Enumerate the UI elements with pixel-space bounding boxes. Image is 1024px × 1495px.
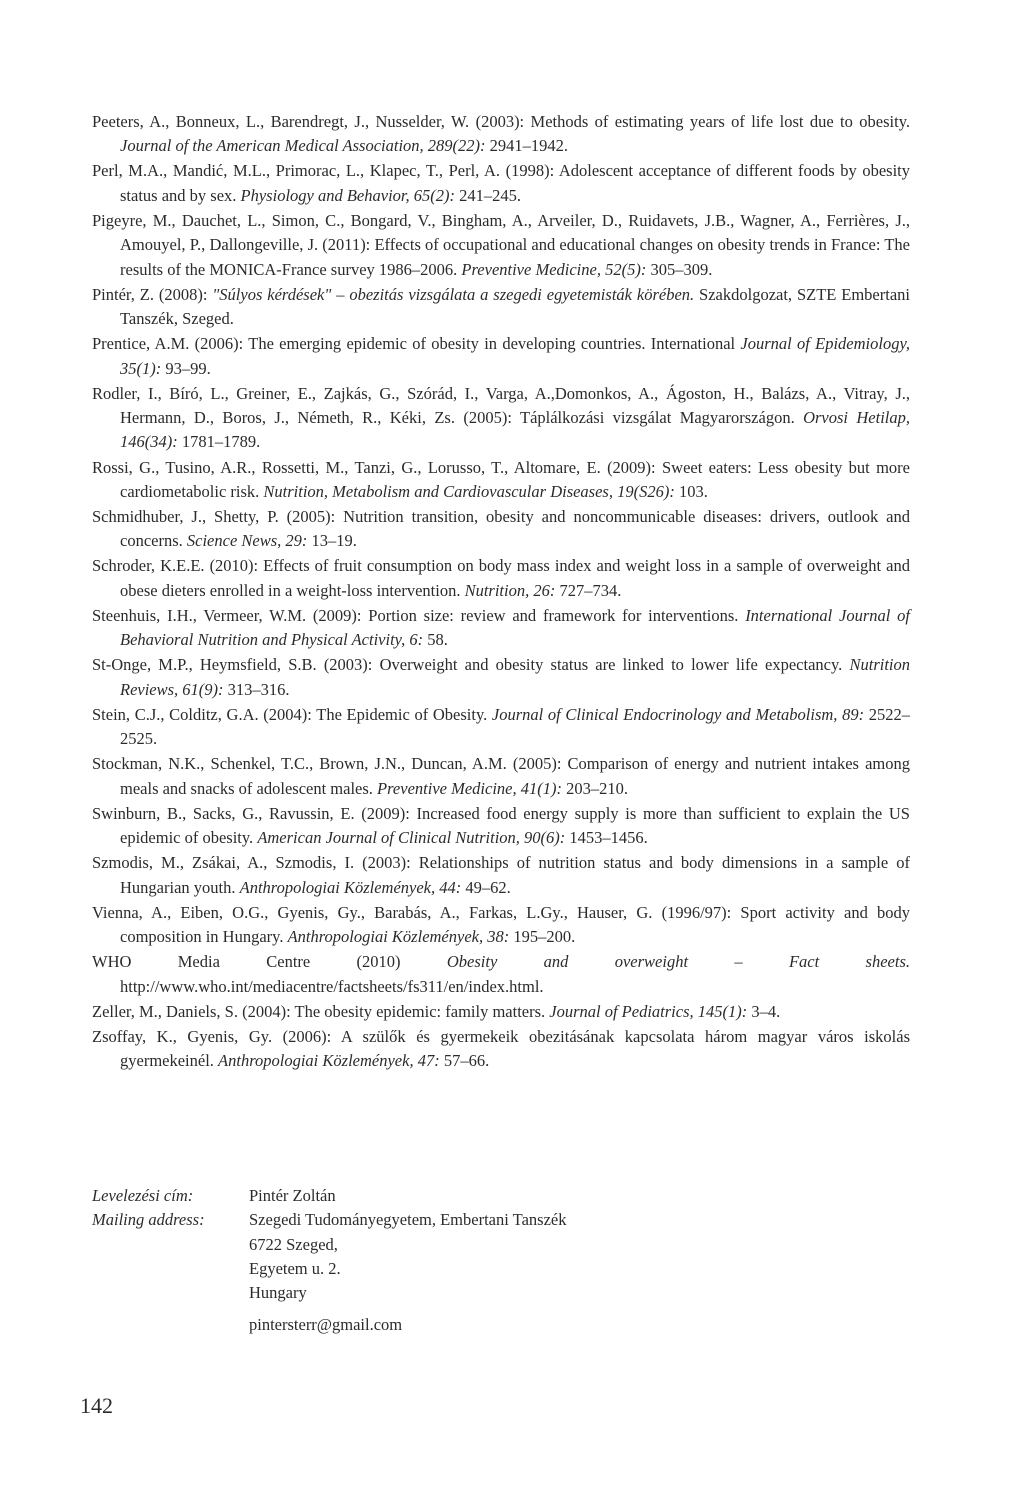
- reference-entry: St-Onge, M.P., Heymsfield, S.B. (2003): Overweight and obesity status are linked to lower life expectancy. Nutrition Reviews, 61(9): 313–316.: [92, 655, 910, 699]
- reference-entry: Perl, M.A., Mandić, M.L., Primorac, L., Klapec, T., Perl, A. (1998): Adolescent acceptance of different foods by obesity status and by sex. Physiology and Behavior, 65(2): 241–245.: [92, 161, 910, 205]
- reference-entry: Swinburn, B., Sacks, G., Ravussin, E. (2009): Increased food energy supply is more than sufficient to explain the US epidemic of obesity. American Journal of Clinical Nutrition, 90(6): 1453–1456.: [92, 803, 910, 848]
- reference-entry: Peeters, A., Bonneux, L., Barendregt, J., Nusselder, W. (2003): Methods of estimating years of life lost due to obesity. Journal of the American Medical Association, 289(22): 2941–1942.: [92, 112, 910, 156]
- address-line: 6722 Szeged,: [249, 1234, 338, 1254]
- reference-entry: Pigeyre, M., Dauchet, L., Simon, C., Bongard, V., Bingham, A., Arveiler, D., Ruidavets, J.B., Wagner, A., Ferrières, J., Amouyel, P., Dallongeville, J. (2011): Effects of occupational and educational changes on obesity trends in France: The results of the MONICA-France survey 1986–2006. Preventive Medicine, 52(5): 305–309.: [92, 210, 910, 279]
- reference-entry: WHO Media Centre (2010) Obesity and overweight – Fact sheets. http://www.who.int/mediacentre/factsheets/fs311/en/index.html.: [92, 952, 910, 996]
- reference-entry: Stockman, N.K., Schenkel, T.C., Brown, J.N., Duncan, A.M. (2005): Comparison of energy and nutrient intakes among meals and snacks of adolescent males. Preventive Medicine, 41(1): 203–210.: [92, 754, 910, 798]
- reference-entry: Rossi, G., Tusino, A.R., Rossetti, M., Tanzi, G., Lorusso, T., Altomare, E. (2009): Sweet eaters: Less obesity but more cardiometabolic risk. Nutrition, Metabolism and Cardiovascular Diseases, 19(S26): 103.: [92, 457, 910, 501]
- reference-entry: Schroder, K.E.E. (2010): Effects of fruit consumption on body mass index and weight loss in a sample of overweight and obese dieters enrolled in a weight-loss intervention. Nutrition, 26: 727–734.: [92, 556, 910, 600]
- mailing-label-hu: Levelezési cím:: [92, 1186, 194, 1205]
- reference-list: [92, 110, 910, 1075]
- reference-entry: Rodler, I., Bíró, L., Greiner, E., Zajkás, G., Szórád, I., Varga, A.,Domonkos, A., Ágoston, H., Balázs, A., Vitray, J., Hermann, D., Boros, J., Németh, R., Kéki, Zs. (2005): Táplálkozási vizsgálat Magyarországon. Orvosi Hetilap, 146(34): 1781–1789.: [92, 383, 910, 452]
- reference-entry: Pintér, Z. (2008): "Súlyos kérdések" – obezitás vizsgálata a szegedi egyetemisták körében. Szakdolgozat, SZTE Embertani Tanszék, Szeged.: [92, 284, 910, 329]
- reference-entry: Prentice, A.M. (2006): The emerging epidemic of obesity in developing countries. International Journal of Epidemiology, 35(1): 93–99.: [92, 334, 910, 378]
- reference-entry: Zsoffay, K., Gyenis, Gy. (2006): A szülők és gyermekeik obezitásának kapcsolata három magyar város iskolás gyermekeinél. Anthropologiai Közlemények, 47: 57–66.: [92, 1027, 910, 1071]
- address-line: Hungary: [249, 1283, 307, 1303]
- reference-entry: Zeller, M., Daniels, S. (2004): The obesity epidemic: family matters. Journal of Pediatrics, 145(1): 3–4.: [92, 1001, 781, 1021]
- address-line: Egyetem u. 2.: [249, 1258, 341, 1278]
- reference-entry: Vienna, A., Eiben, O.G., Gyenis, Gy., Barabás, A., Farkas, L.Gy., Hauser, G. (1996/97): Sport activity and body composition in Hungary. Anthropologiai Közlemények, 38: 195–200.: [92, 902, 910, 947]
- reference-entry: Szmodis, M., Zsákai, A., Szmodis, I. (2003): Relationships of nutrition status and body dimensions in a sample of Hungarian youth. Anthropologiai Közlemények, 44: 49–62.: [92, 853, 910, 897]
- author-name: Pintér Zoltán: [249, 1186, 336, 1205]
- reference-entry: Schmidhuber, J., Shetty, P. (2005): Nutrition transition, obesity and noncommunicable diseases: drivers, outlook and concerns. Science News, 29: 13–19.: [92, 506, 910, 551]
- mailing-address-block: [92, 1184, 566, 1338]
- mailing-label-en: Mailing address:: [92, 1210, 205, 1230]
- address-line: Szegedi Tudományegyetem, Embertani Tanszék: [249, 1210, 567, 1230]
- reference-entry: Stein, C.J., Colditz, G.A. (2004): The Epidemic of Obesity. Journal of Clinical Endocrinology and Metabolism, 89: 2522–2525.: [92, 704, 911, 749]
- email-address: pintersterr@gmail.com: [249, 1315, 403, 1335]
- reference-entry: Steenhuis, I.H., Vermeer, W.M. (2009): Portion size: review and framework for interventions. International Journal of Behavioral Nutrition and Physical Activity, 6: 58.: [92, 605, 910, 650]
- page-number: 142: [80, 1393, 113, 1418]
